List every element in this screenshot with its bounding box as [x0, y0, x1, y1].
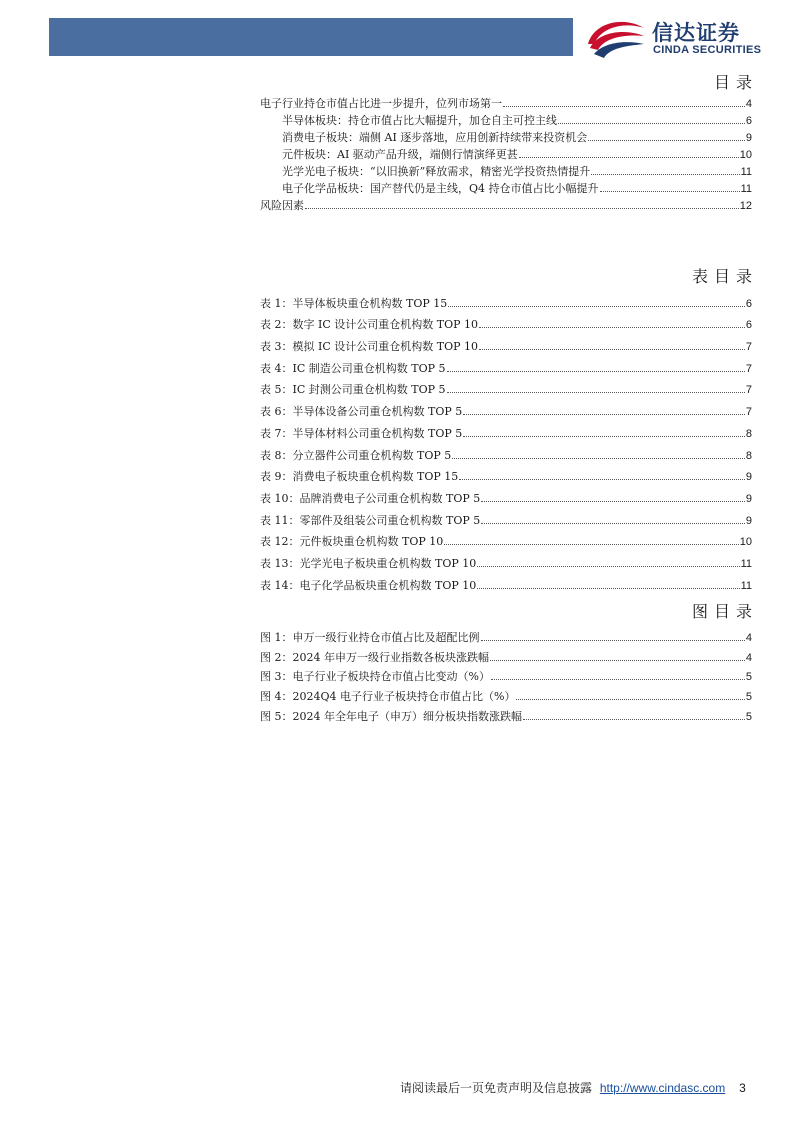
table-entry[interactable]	[260, 570, 752, 592]
dot-leader	[459, 478, 745, 480]
toc-list	[260, 93, 752, 212]
figure-entry-page: 5	[745, 671, 752, 684]
figure-entry[interactable]	[260, 683, 752, 703]
tables-title: 表目录	[691, 267, 758, 286]
table-entry[interactable]	[260, 548, 752, 570]
dot-leader	[477, 565, 739, 567]
table-entry-text: 表 6：半导体设备公司重仓机构数 TOP 5	[260, 405, 463, 419]
toc-entry[interactable]	[260, 110, 752, 127]
figure-entry-text: 图 2：2024 年申万一级行业指数各板块涨跌幅	[260, 650, 489, 664]
table-entry[interactable]	[260, 331, 752, 353]
table-entry[interactable]	[260, 396, 752, 418]
toc-entry-text: 光学光电子板块：“以旧换新”释放需求，精密光学投资热情提升	[282, 165, 591, 178]
figure-entry-text: 图 3：电子行业子板块持仓市值占比变动（%）	[260, 670, 490, 684]
dot-leader	[516, 698, 744, 700]
dot-leader	[490, 659, 745, 661]
dot-leader	[444, 543, 739, 545]
table-entry-text: 表 10：品牌消费电子公司重仓机构数 TOP 5	[260, 491, 481, 505]
toc-entry-text: 消费电子板块：端侧 AI 逐步落地，应用创新持续带来投资机会	[282, 131, 588, 144]
figure-entry[interactable]	[260, 624, 752, 644]
table-entry-page: 7	[745, 406, 752, 419]
toc-entry-page: 11	[740, 166, 752, 178]
dot-leader	[588, 139, 745, 141]
dot-leader	[503, 105, 745, 107]
table-entry-text: 表 12：元件板块重仓机构数 TOP 10	[260, 535, 444, 549]
tables-list	[260, 288, 752, 592]
toc-title: 目录	[713, 73, 758, 92]
dot-leader	[447, 370, 745, 372]
dot-leader	[519, 156, 739, 158]
dot-leader	[558, 122, 745, 124]
toc-entry-text: 风险因素	[260, 199, 304, 212]
dot-leader	[477, 587, 739, 589]
figures-title: 图目录	[691, 602, 758, 621]
dot-leader	[481, 522, 745, 524]
table-entry[interactable]	[260, 353, 752, 375]
table-entry-page: 9	[745, 471, 752, 484]
dot-leader	[591, 173, 739, 175]
company-logo	[584, 14, 784, 62]
logo-chinese-name: 信达证券	[652, 21, 740, 45]
page-footer	[400, 1079, 746, 1096]
toc-entry[interactable]	[260, 144, 752, 161]
figure-entry[interactable]	[260, 644, 752, 664]
table-entry-page: 9	[745, 492, 752, 505]
table-entry-page: 7	[745, 341, 752, 354]
dot-leader	[481, 500, 745, 502]
cinda-logo-icon	[584, 14, 648, 62]
toc-entry-page: 9	[745, 132, 752, 144]
toc-entry-page: 11	[740, 183, 752, 195]
dot-leader	[448, 305, 745, 307]
dot-leader	[479, 326, 745, 328]
table-entry[interactable]	[260, 505, 752, 527]
table-entry-text: 表 5：IC 封测公司重仓机构数 TOP 5	[260, 383, 446, 397]
table-entry[interactable]	[260, 418, 752, 440]
table-entry-text: 表 9：消费电子板块重仓机构数 TOP 15	[260, 470, 459, 484]
dot-leader	[305, 207, 739, 209]
table-entry[interactable]	[260, 288, 752, 310]
dot-leader	[447, 391, 745, 393]
dot-leader	[481, 639, 745, 641]
toc-entry-text: 电子行业持仓市值占比进一步提升，位列市场第一	[260, 97, 502, 110]
table-entry[interactable]	[260, 527, 752, 549]
dot-leader	[523, 718, 745, 720]
toc-entry-page: 4	[745, 98, 752, 110]
toc-entry-text: 电子化学品板块：国产替代仍是主线，Q4 持仓市值占比小幅提升	[282, 182, 599, 195]
figure-entry-page: 4	[745, 631, 752, 644]
figure-entry-page: 4	[745, 651, 752, 664]
table-entry-text: 表 1：半导体板块重仓机构数 TOP 15	[260, 296, 448, 310]
toc-entry[interactable]	[260, 178, 752, 195]
table-entry[interactable]	[260, 440, 752, 462]
figure-entry[interactable]	[260, 664, 752, 684]
figure-entry[interactable]	[260, 703, 752, 723]
toc-entry-text: 元件板块：AI 驱动产品升级，端侧行情演绎更甚	[282, 148, 518, 161]
table-entry-page: 7	[745, 362, 752, 375]
figure-entry-text: 图 4：2024Q4 电子行业子板块持仓市值占比（%）	[260, 690, 516, 704]
toc-entry-page: 6	[745, 115, 752, 127]
toc-entry-page: 10	[739, 149, 752, 161]
figure-entry-text: 图 1：申万一级行业持仓市值占比及超配比例	[260, 630, 480, 644]
dot-leader	[463, 413, 745, 415]
table-entry[interactable]	[260, 483, 752, 505]
table-entry[interactable]	[260, 310, 752, 332]
table-entry-text: 表 13：光学光电子板块重仓机构数 TOP 10	[260, 556, 477, 570]
table-entry-page: 11	[740, 557, 752, 570]
dot-leader	[600, 190, 740, 192]
figures-list	[260, 624, 752, 723]
table-entry-page: 8	[745, 449, 752, 462]
toc-entry[interactable]	[260, 93, 752, 110]
toc-entry[interactable]	[260, 127, 752, 144]
table-entry-page: 7	[745, 384, 752, 397]
disclaimer-notice: 请阅读最后一页免责声明及信息披露	[400, 1081, 593, 1095]
table-entry-text: 表 11：零部件及组装公司重仓机构数 TOP 5	[260, 513, 481, 527]
toc-entry-text: 半导体板块：持仓市值占比大幅提升，加仓自主可控主线	[282, 114, 557, 127]
table-entry-page: 6	[745, 297, 752, 310]
page-number: 3	[739, 1081, 746, 1095]
table-entry-text: 表 4：IC 制造公司重仓机构数 TOP 5	[260, 361, 446, 375]
table-entry-page: 8	[745, 427, 752, 440]
table-entry[interactable]	[260, 375, 752, 397]
toc-entry[interactable]	[260, 195, 752, 212]
table-entry-page: 11	[740, 579, 752, 592]
figure-entry-text: 图 5：2024 年全年电子（申万）细分板块指数涨跌幅	[260, 709, 522, 723]
table-entry-page: 9	[745, 514, 752, 527]
dot-leader	[479, 348, 745, 350]
figure-entry-page: 5	[745, 710, 752, 723]
toc-entry-page: 12	[739, 200, 752, 212]
table-entry-text: 表 14：电子化学品板块重仓机构数 TOP 10	[260, 578, 477, 592]
header-bar	[49, 18, 573, 56]
table-entry-page: 10	[739, 536, 752, 549]
dot-leader	[452, 457, 745, 459]
dot-leader	[491, 678, 745, 680]
table-entry[interactable]	[260, 462, 752, 484]
website-link[interactable]: http://www.cindasc.com	[599, 1081, 726, 1095]
table-entry-page: 6	[745, 319, 752, 332]
toc-entry[interactable]	[260, 161, 752, 178]
logo-english-name: CINDA SECURITIES	[653, 44, 762, 56]
table-entry-text: 表 8：分立器件公司重仓机构数 TOP 5	[260, 448, 452, 462]
figure-entry-page: 5	[745, 691, 752, 704]
table-entry-text: 表 2：数字 IC 设计公司重仓机构数 TOP 10	[260, 318, 478, 332]
dot-leader	[463, 435, 745, 437]
table-entry-text: 表 3：模拟 IC 设计公司重仓机构数 TOP 10	[260, 340, 478, 354]
table-entry-text: 表 7：半导体材料公司重仓机构数 TOP 5	[260, 426, 463, 440]
